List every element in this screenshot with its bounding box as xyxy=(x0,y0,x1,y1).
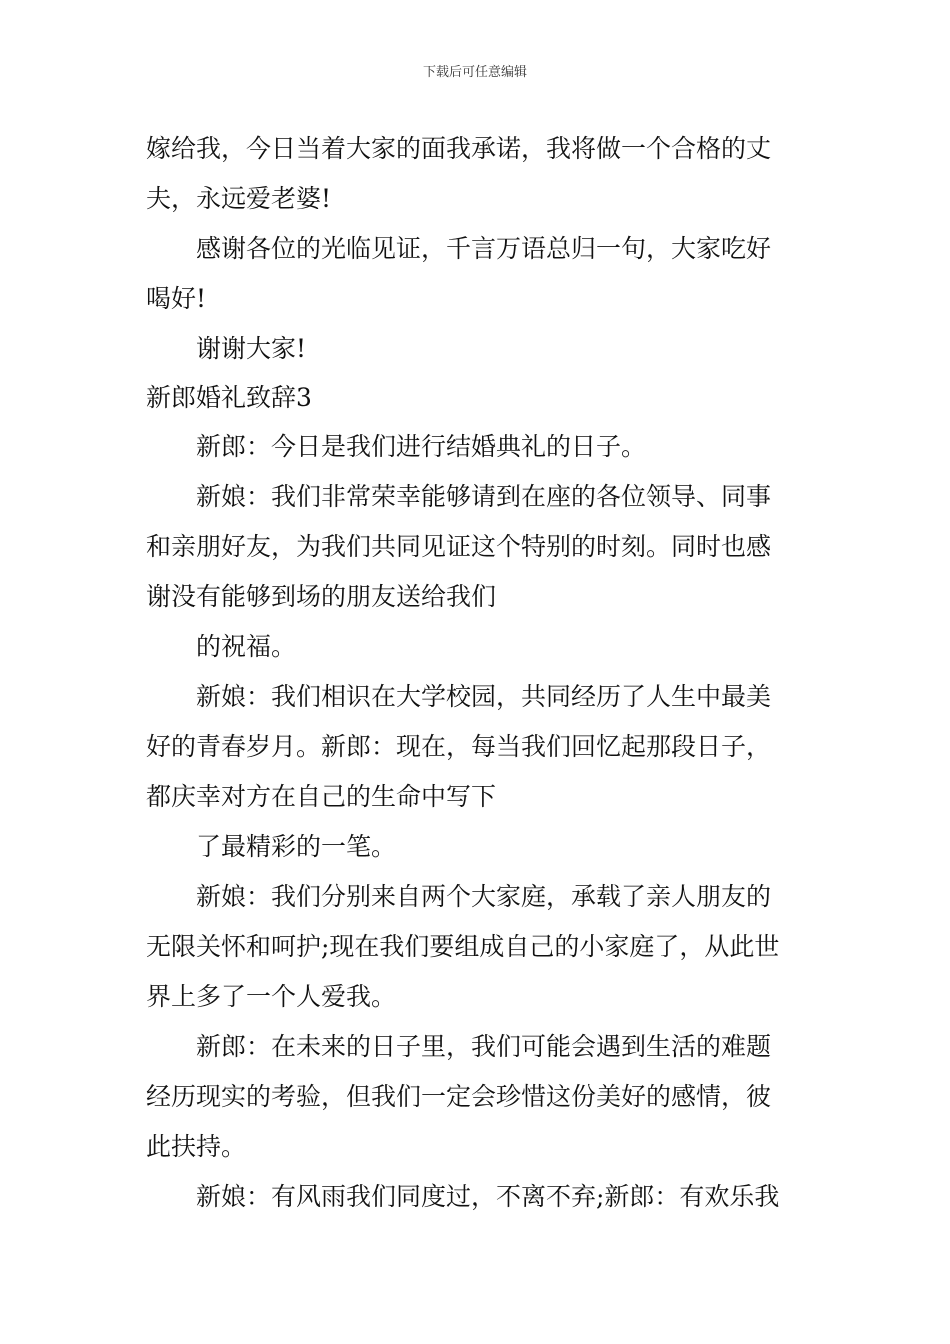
text-line: 都庆幸对方在自己的生命中写下 xyxy=(146,782,497,811)
paragraph-line: 新娘：我们分别来自两个大家庭，承载了亲人朋友的 xyxy=(196,882,772,911)
text-line: 好的青春岁月。新郎：现在，每当我们回忆起那段日子， xyxy=(146,732,772,761)
paragraph-line: 谢谢大家! xyxy=(196,334,307,363)
paragraph-line: 感谢各位的光临见证，千言万语总归一句，大家吃好 xyxy=(196,234,772,263)
paragraph-line: 新郎：今日是我们进行结婚典礼的日子。 xyxy=(196,432,647,461)
text-line: 谢没有能够到场的朋友送给我们 xyxy=(146,582,497,611)
text-line: 嫁给我，今日当着大家的面我承诺，我将做一个合格的丈 xyxy=(146,134,772,163)
text-line: 此扶持。 xyxy=(146,1132,247,1161)
paragraph-line: 了最精彩的一笔。 xyxy=(196,832,397,861)
paragraph-line: 新娘：我们非常荣幸能够请到在座的各位领导、同事 xyxy=(196,482,772,511)
text-line: 经历现实的考验，但我们一定会珍惜这份美好的感情，彼 xyxy=(146,1082,772,1111)
paragraph-line: 新娘：我们相识在大学校园，共同经历了人生中最美 xyxy=(196,682,772,711)
text-line: 无限关怀和呵护;现在我们要组成自己的小家庭了，从此世 xyxy=(146,932,780,961)
text-line: 和亲朋好友，为我们共同见证这个特别的时刻。同时也感 xyxy=(146,532,772,561)
text-line: 界上多了一个人爱我。 xyxy=(146,982,397,1011)
section-heading: 新郎婚礼致辞3 xyxy=(146,383,312,412)
page-header-note: 下载后可任意编辑 xyxy=(422,65,527,80)
text-line: 夫，永远爱老婆! xyxy=(146,184,332,213)
paragraph-line: 的祝福。 xyxy=(196,632,297,661)
document-body xyxy=(146,124,808,1222)
paragraph-line: 新郎：在未来的日子里，我们可能会遇到生活的难题 xyxy=(196,1032,772,1061)
paragraph-line: 新娘：有风雨我们同度过，不离不弃;新郎：有欢乐我 xyxy=(196,1182,780,1211)
text-line: 喝好! xyxy=(146,284,207,313)
